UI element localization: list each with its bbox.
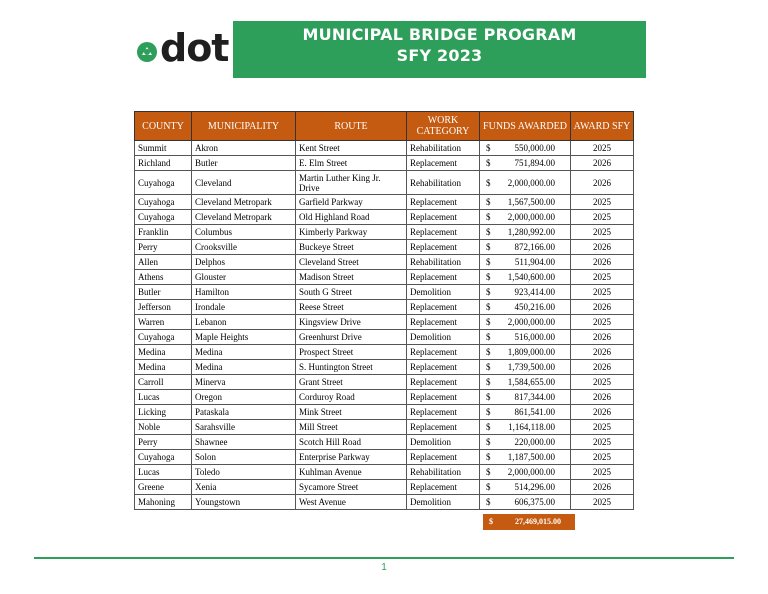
route-cell: Greenhurst Drive [296, 330, 407, 345]
table-row [135, 450, 634, 465]
work-category-cell: Replacement [407, 375, 480, 390]
funds-value: 606,375.00 [514, 497, 555, 507]
route-cell: Mink Street [296, 405, 407, 420]
route-cell: Garfield Parkway [296, 195, 407, 210]
route-cell: Buckeye Street [296, 240, 407, 255]
table-row [135, 465, 634, 480]
work-category-cell: Demolition [407, 285, 480, 300]
funds-value: 1,584,655.00 [507, 377, 555, 387]
funds-value: 1,164,118.00 [508, 422, 555, 432]
county-cell: Butler [135, 285, 192, 300]
footer-divider [34, 557, 734, 559]
county-cell: Warren [135, 315, 192, 330]
work-category-cell: Demolition [407, 495, 480, 510]
municipality-cell: Hamilton [192, 285, 296, 300]
funds-cell [480, 141, 571, 156]
funds-value: 1,739,500.00 [507, 362, 555, 372]
currency-symbol: $ [486, 242, 491, 252]
funds-value: 2,000,000.00 [507, 317, 555, 327]
award-sfy-cell: 2026 [571, 360, 634, 375]
county-cell: Mahoning [135, 495, 192, 510]
table-row [135, 225, 634, 240]
work-category-cell: Replacement [407, 195, 480, 210]
route-cell: Mill Street [296, 420, 407, 435]
municipality-cell: Irondale [192, 300, 296, 315]
table-row [135, 375, 634, 390]
table-row [135, 360, 634, 375]
award-sfy-cell: 2025 [571, 375, 634, 390]
currency-symbol: $ [486, 332, 491, 342]
award-sfy-cell: 2025 [571, 141, 634, 156]
award-sfy-cell: 2026 [571, 390, 634, 405]
municipality-cell: Butler [192, 156, 296, 171]
county-cell: Athens [135, 270, 192, 285]
work-category-cell: Replacement [407, 210, 480, 225]
funds-cell [480, 171, 571, 195]
currency-symbol: $ [486, 377, 491, 387]
work-category-cell: Replacement [407, 390, 480, 405]
award-sfy-cell: 2025 [571, 195, 634, 210]
funds-cell [480, 495, 571, 510]
municipality-cell: Xenia [192, 480, 296, 495]
funds-cell [480, 390, 571, 405]
funds-cell [480, 450, 571, 465]
table-row [135, 315, 634, 330]
table-row [135, 495, 634, 510]
work-category-cell: Demolition [407, 330, 480, 345]
county-cell: Greene [135, 480, 192, 495]
municipality-cell: Delphos [192, 255, 296, 270]
work-category-cell: Rehabilitation [407, 141, 480, 156]
route-cell: West Avenue [296, 495, 407, 510]
work-category-cell: Replacement [407, 450, 480, 465]
work-category-cell: Rehabilitation [407, 465, 480, 480]
currency-symbol: $ [489, 517, 493, 526]
funds-cell [480, 330, 571, 345]
work-category-cell: Replacement [407, 156, 480, 171]
municipality-cell: Lebanon [192, 315, 296, 330]
work-category-cell: Replacement [407, 420, 480, 435]
funds-value: 2,000,000.00 [507, 177, 555, 188]
county-cell: Carroll [135, 375, 192, 390]
funds-value: 516,000.00 [514, 332, 555, 342]
table-row [135, 195, 634, 210]
award-sfy-cell: 2025 [571, 435, 634, 450]
currency-symbol: $ [486, 452, 491, 462]
column-header-work-category: WORK CATEGORY [407, 112, 480, 141]
funds-cell [480, 465, 571, 480]
municipality-cell: Medina [192, 345, 296, 360]
table-header-row [135, 112, 634, 141]
awards-table [134, 111, 634, 510]
route-cell: Kuhlman Avenue [296, 465, 407, 480]
column-header-county: COUNTY [135, 112, 192, 141]
municipality-cell: Pataskala [192, 405, 296, 420]
award-sfy-cell: 2025 [571, 420, 634, 435]
column-header-municipality: MUNICIPALITY [192, 112, 296, 141]
municipality-cell: Glouster [192, 270, 296, 285]
funds-value: 872,166.00 [514, 242, 555, 252]
award-sfy-cell: 2026 [571, 330, 634, 345]
column-header-award-sfy: AWARD SFY [571, 112, 634, 141]
county-cell: Cuyahoga [135, 195, 192, 210]
municipality-cell: Maple Heights [192, 330, 296, 345]
title-banner [233, 21, 646, 78]
work-category-cell: Rehabilitation [407, 255, 480, 270]
municipality-cell: Cleveland Metropark [192, 210, 296, 225]
funds-cell [480, 270, 571, 285]
currency-symbol: $ [486, 272, 491, 282]
county-cell: Richland [135, 156, 192, 171]
route-cell: Kent Street [296, 141, 407, 156]
page-title: MUNICIPAL BRIDGE PROGRAM [302, 25, 577, 44]
currency-symbol: $ [486, 257, 491, 267]
funds-cell [480, 375, 571, 390]
funds-cell [480, 240, 571, 255]
award-sfy-cell: 2026 [571, 405, 634, 420]
funds-value: 751,894.00 [514, 158, 555, 168]
table-row [135, 240, 634, 255]
route-cell: Scotch Hill Road [296, 435, 407, 450]
table-row [135, 255, 634, 270]
dot-logo-mark-icon [136, 41, 158, 63]
county-cell: Licking [135, 405, 192, 420]
award-sfy-cell: 2026 [571, 171, 634, 195]
work-category-cell: Rehabilitation [407, 171, 480, 195]
currency-symbol: $ [486, 362, 491, 372]
table-row [135, 405, 634, 420]
route-cell: E. Elm Street [296, 156, 407, 171]
currency-symbol: $ [486, 158, 491, 168]
currency-symbol: $ [486, 407, 491, 417]
funds-cell [480, 225, 571, 240]
logo-text: dot [160, 26, 229, 70]
award-sfy-cell: 2025 [571, 465, 634, 480]
funds-value: 1,280,992.00 [507, 227, 555, 237]
municipality-cell: Solon [192, 450, 296, 465]
table-row [135, 420, 634, 435]
county-cell: Lucas [135, 465, 192, 480]
currency-symbol: $ [486, 317, 491, 327]
funds-value: 220,000.00 [514, 437, 555, 447]
column-header-funds-awarded: FUNDS AWARDED [480, 112, 571, 141]
route-cell: Kingsview Drive [296, 315, 407, 330]
funds-cell [480, 300, 571, 315]
currency-symbol: $ [486, 467, 491, 477]
funds-value: 923,414.00 [514, 287, 555, 297]
currency-symbol: $ [486, 212, 491, 222]
work-category-cell: Replacement [407, 405, 480, 420]
funds-value: 861,541.00 [514, 407, 555, 417]
county-cell: Lucas [135, 390, 192, 405]
currency-symbol: $ [486, 287, 491, 297]
route-cell: Enterprise Parkway [296, 450, 407, 465]
currency-symbol: $ [486, 422, 491, 432]
currency-symbol: $ [486, 197, 491, 207]
county-cell: Summit [135, 141, 192, 156]
county-cell: Cuyahoga [135, 450, 192, 465]
funds-cell [480, 285, 571, 300]
county-cell: Perry [135, 240, 192, 255]
funds-cell [480, 345, 571, 360]
table-row [135, 330, 634, 345]
funds-value: 1,809,000.00 [507, 347, 555, 357]
table-row [135, 300, 634, 315]
table-row [135, 480, 634, 495]
municipality-cell: Sarahsville [192, 420, 296, 435]
funds-cell [480, 210, 571, 225]
route-cell: Sycamore Street [296, 480, 407, 495]
work-category-cell: Replacement [407, 270, 480, 285]
award-sfy-cell: 2026 [571, 345, 634, 360]
funds-cell [480, 255, 571, 270]
table-row [135, 156, 634, 171]
currency-symbol: $ [486, 497, 491, 507]
municipality-cell: Cleveland Metropark [192, 195, 296, 210]
county-cell: Medina [135, 345, 192, 360]
municipality-cell: Youngstown [192, 495, 296, 510]
table-body [135, 141, 634, 510]
route-cell: Corduroy Road [296, 390, 407, 405]
award-sfy-cell: 2025 [571, 270, 634, 285]
funds-value: 817,344.00 [514, 392, 555, 402]
award-sfy-cell: 2025 [571, 315, 634, 330]
award-sfy-cell: 2025 [571, 225, 634, 240]
award-sfy-cell: 2025 [571, 210, 634, 225]
route-cell: South G Street [296, 285, 407, 300]
funds-cell [480, 435, 571, 450]
work-category-cell: Replacement [407, 360, 480, 375]
funds-value: 514,296.00 [514, 482, 555, 492]
table-row [135, 285, 634, 300]
municipality-cell: Columbus [192, 225, 296, 240]
municipality-cell: Toledo [192, 465, 296, 480]
page-number: 1 [381, 562, 387, 573]
route-cell: Old Highland Road [296, 210, 407, 225]
award-sfy-cell: 2026 [571, 156, 634, 171]
county-cell: Franklin [135, 225, 192, 240]
currency-symbol: $ [486, 437, 491, 447]
municipality-cell: Cleveland [192, 171, 296, 195]
award-sfy-cell: 2025 [571, 450, 634, 465]
award-sfy-cell: 2026 [571, 480, 634, 495]
table-row [135, 270, 634, 285]
currency-symbol: $ [486, 482, 491, 492]
currency-symbol: $ [486, 227, 491, 237]
municipality-cell: Minerva [192, 375, 296, 390]
work-category-cell: Replacement [407, 480, 480, 495]
currency-symbol: $ [486, 392, 491, 402]
total-funds-value: 27,469,015.00 [515, 517, 561, 526]
work-category-cell: Replacement [407, 345, 480, 360]
county-cell: Cuyahoga [135, 330, 192, 345]
county-cell: Medina [135, 360, 192, 375]
funds-value: 511,904.00 [514, 257, 555, 267]
county-cell: Allen [135, 255, 192, 270]
funds-cell [480, 360, 571, 375]
route-cell: Prospect Street [296, 345, 407, 360]
funds-cell [480, 480, 571, 495]
table-row [135, 435, 634, 450]
funds-cell [480, 315, 571, 330]
funds-cell [480, 156, 571, 171]
municipality-cell: Oregon [192, 390, 296, 405]
route-cell: Martin Luther King Jr. Drive [296, 171, 407, 195]
funds-value: 2,000,000.00 [507, 467, 555, 477]
route-cell: Madison Street [296, 270, 407, 285]
county-cell: Cuyahoga [135, 171, 192, 195]
county-cell: Noble [135, 420, 192, 435]
county-cell: Cuyahoga [135, 210, 192, 225]
work-category-cell: Replacement [407, 225, 480, 240]
funds-value: 1,187,500.00 [507, 452, 555, 462]
municipality-cell: Shawnee [192, 435, 296, 450]
column-header-route: ROUTE [296, 112, 407, 141]
funds-value: 1,540,600.00 [507, 272, 555, 282]
funds-value: 2,000,000.00 [507, 212, 555, 222]
work-category-cell: Replacement [407, 240, 480, 255]
route-cell: Reese Street [296, 300, 407, 315]
municipality-cell: Akron [192, 141, 296, 156]
table-row [135, 210, 634, 225]
total-funds-cell [483, 514, 575, 530]
work-category-cell: Demolition [407, 435, 480, 450]
table-row [135, 171, 634, 195]
route-cell: Cleveland Street [296, 255, 407, 270]
currency-symbol: $ [486, 177, 491, 188]
work-category-cell: Replacement [407, 300, 480, 315]
funds-cell [480, 405, 571, 420]
currency-symbol: $ [486, 143, 491, 153]
award-sfy-cell: 2025 [571, 285, 634, 300]
currency-symbol: $ [486, 347, 491, 357]
award-sfy-cell: 2025 [571, 495, 634, 510]
route-cell: Grant Street [296, 375, 407, 390]
route-cell: S. Huntington Street [296, 360, 407, 375]
award-sfy-cell: 2026 [571, 300, 634, 315]
table-row [135, 390, 634, 405]
county-cell: Perry [135, 435, 192, 450]
funds-value: 1,567,500.00 [507, 197, 555, 207]
county-cell: Jefferson [135, 300, 192, 315]
funds-cell [480, 420, 571, 435]
funds-cell [480, 195, 571, 210]
award-sfy-cell: 2026 [571, 255, 634, 270]
table-row [135, 345, 634, 360]
table-row [135, 141, 634, 156]
currency-symbol: $ [486, 302, 491, 312]
work-category-cell: Replacement [407, 315, 480, 330]
page-subtitle: SFY 2023 [396, 46, 483, 65]
award-sfy-cell: 2026 [571, 240, 634, 255]
municipality-cell: Crooksville [192, 240, 296, 255]
route-cell: Kimberly Parkway [296, 225, 407, 240]
funds-value: 550,000.00 [514, 143, 555, 153]
funds-value: 450,216.00 [514, 302, 555, 312]
municipality-cell: Medina [192, 360, 296, 375]
